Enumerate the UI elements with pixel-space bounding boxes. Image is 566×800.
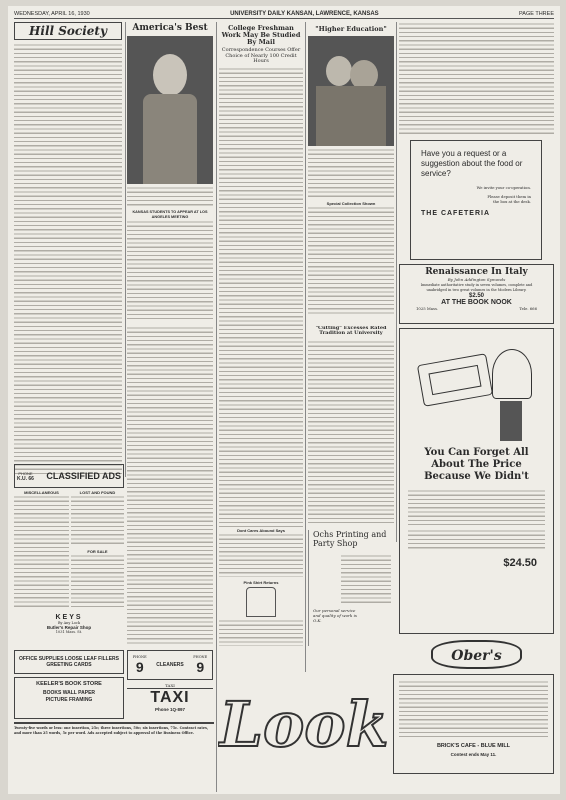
masthead-title: UNIVERSITY DAILY KANSAN, LAWRENCE, KANSAS (230, 10, 379, 17)
higher-education-photo (308, 36, 394, 146)
classified-phone-left: PHONE K.U. 66 (17, 470, 34, 482)
cutting-article (308, 326, 394, 526)
obers-name: Ober's (451, 647, 502, 664)
cafeteria-question: Have you a request or a suggestion about the food or service? (421, 149, 523, 178)
hill-society-title: Hill Society (29, 23, 107, 38)
classified-header (14, 464, 124, 488)
special-collection-title: Special Collection Shown (326, 200, 376, 206)
look-title: Look (219, 687, 389, 761)
cutting-title: "Cutting" Excesses Rated Tradition at University (315, 326, 387, 337)
renaissance-title: Renaissance In Italy (425, 267, 528, 277)
office-supplies-ad: OFFICE SUPPLIES LOOSE LEAF FILLERS GREETING CARDS (14, 650, 124, 674)
masthead-date: WEDNESDAY, APRIL 16, 1930 (14, 10, 90, 17)
freshman-work-subtitle: Correspondence Courses Offer Choice of Nearly 100 Credit Hours (221, 47, 301, 64)
shirt-illustration (246, 587, 276, 617)
higher-education-column (308, 22, 394, 322)
forget-illustration (400, 329, 553, 447)
hill-society-body (14, 43, 122, 477)
masthead (14, 9, 554, 19)
americas-best-column (127, 22, 213, 322)
keeler-ad: KEELER'S BOOK STORE BOOKS WALL PAPER PICTURE FRAMING (14, 677, 124, 719)
taxi-ad: TAXI TAXI Phone 1Q-897 (127, 683, 213, 719)
hill-society-header (14, 22, 122, 40)
column-rule (305, 22, 306, 672)
classified-misc (14, 490, 69, 610)
dont-cares-title: Dont Cares Abound Says (237, 528, 285, 533)
hill-society-column (14, 22, 122, 478)
lost-heading: LOST AND FOUND (79, 490, 116, 495)
americas-best-caption-head: KANSAS STUDENTS TO APPEAR AT LOS ANGELES MEETING (132, 210, 208, 220)
ochs-title: Ochs Printing and Party Shop (313, 530, 387, 548)
keys-ad: KEYS By Any Lock Butler's Repair Shop 1031 Mass. St. (46, 614, 92, 634)
col2-body (127, 326, 213, 646)
col5-article (399, 22, 554, 136)
masthead-page: PAGE THREE (519, 10, 554, 17)
higher-education-title: "Higher Education" (315, 25, 387, 33)
americas-best-photo (127, 36, 213, 184)
suit-price: $24.50 (503, 557, 537, 569)
dont-cares-article (219, 528, 303, 578)
forget-price-ad (399, 328, 554, 634)
forget-title: You Can Forget All About The Price Because We Didn't (424, 447, 529, 482)
column-rule (125, 22, 126, 477)
cafeteria-ad: Have you a request or a suggestion about the food or service? We invite your co-operation. Please deposit them in the box at the desk. THE CAFETERIA (410, 140, 542, 260)
freshman-work-title: College Freshman Work May Be Studied By Mail (221, 24, 301, 46)
brick-cafe-name: BRICK'S CAFE - BLUE MILL (436, 743, 511, 749)
column-rule (216, 22, 217, 792)
brick-cafe-ad (393, 674, 554, 774)
ochs-ad (308, 530, 394, 646)
contest-ends: Contest ends May 11. (450, 752, 497, 757)
ochs-sub: Our personal service and quality of work is O.K. (313, 608, 357, 623)
classified-title: CLASSIFIED ADS (46, 471, 121, 481)
column-rule (396, 22, 397, 542)
obers-ad (399, 638, 554, 670)
pink-shirt-title: Pink Shirt Returns (243, 580, 279, 585)
for-sale-heading: FOR SALE (87, 549, 108, 554)
cafeteria-name: THE CAFETERIA (421, 210, 490, 217)
americas-best-title: America's Best (132, 23, 208, 33)
classified-lost (71, 490, 124, 610)
pink-shirt-article (219, 580, 303, 646)
look-ad (218, 674, 390, 774)
classified-rates: Twenty-five words or less: one insertion, 25c; three insertions, 50c; six insertions, 75c. Contract rates, and more than 25 words, 5c per word. Ads accepted subject to approval of the Business Office. (14, 722, 214, 742)
renaissance-ad: Renaissance In Italy By John Addington Symonds Immediate authoritative study in seven volumes, complete and unabridged in two great volumes in the Modern Library. $2.50 AT THE BOOK NOOK 1025 Mass. Tele. 666 (399, 264, 554, 324)
cleaners-ad: PHONE 9 CLEANERS PHONE 9 (127, 650, 213, 680)
newspaper-page (8, 6, 560, 794)
misc-heading: MISCELLANEOUS (24, 490, 59, 495)
freshman-work-column (219, 22, 303, 528)
